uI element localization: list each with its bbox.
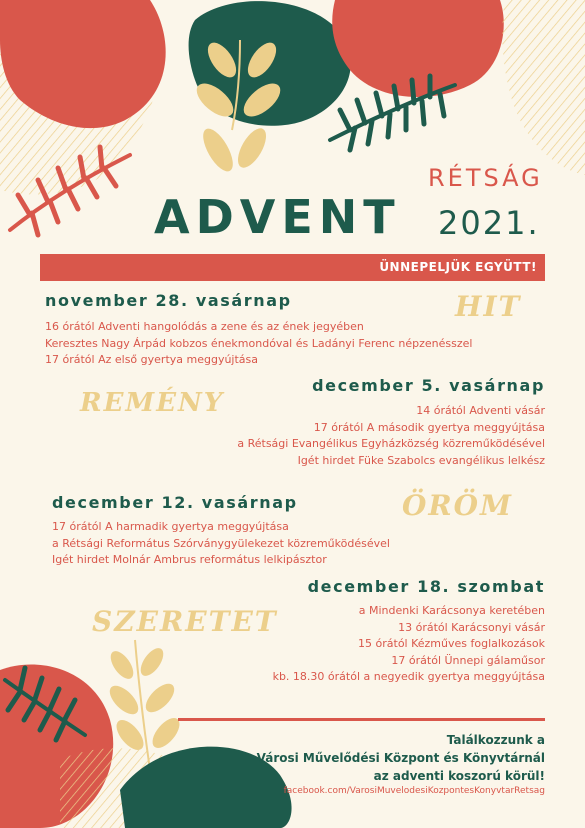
event-line: a Rétsági Evangélikus Egyházközség közreműködésével [237, 437, 545, 450]
event-line: a Mindenki Karácsonya keretében [358, 604, 545, 617]
event-line: 14 órától Adventi vásár [416, 404, 545, 417]
footer-divider [178, 718, 545, 721]
event-dec-18 [273, 577, 545, 686]
event-line: a Rétsági Református Szórványgyülekezet közreműködésével [52, 536, 390, 550]
event-line: 17 órától Az első gyertya meggyújtása [45, 353, 259, 366]
word-szeretet: SZERETET [92, 605, 278, 638]
event-line: Igét hirdet Füke Szabolcs evangélikus lelkész [297, 453, 545, 467]
footer-line: Városi Művelődési Központ és Könyvtárnál [256, 751, 545, 765]
event-date: december 12. vasárnap [52, 493, 298, 512]
event-dec-12 [52, 493, 390, 569]
footer-line: az adventi koszorú körül! [373, 769, 545, 783]
event-line: 17 órától Ünnepi gálaműsor [391, 653, 545, 667]
advent-title: ADVENT [154, 190, 401, 244]
event-date: november 28. vasárnap [45, 291, 292, 310]
event-line: Keresztes Nagy Árpád kobzos énekmondóval és Ladányi Ferenc népzenésszel [45, 336, 473, 350]
banner-text: ÜNNEPELJÜK EGYÜTT! [379, 260, 537, 274]
event-date: december 5. vasárnap [312, 376, 545, 395]
facebook-link[interactable]: facebook.com/VarosiMuvelodesiKozpontesKonyvtarRetsag [283, 786, 545, 796]
year-title: 2021. [438, 204, 540, 242]
event-dec-5 [237, 376, 545, 469]
event-line: 13 órától Karácsonyi vásár [398, 620, 545, 634]
event-line: kb. 18.30 órától a negyedik gyertya meggyújtása [272, 670, 545, 683]
footer-line: Találkozzunk a [446, 733, 545, 747]
word-hit: HIT [455, 290, 522, 323]
striped-blob-top-right [502, 0, 585, 175]
event-line: 17 órától A harmadik gyertya meggyújtása [52, 520, 289, 533]
word-remeny: REMÉNY [80, 388, 225, 418]
event-line: 16 órától Adventi hangolódás a zene és az ének jegyében [45, 320, 364, 333]
town-title: RÉTSÁG [428, 164, 543, 192]
event-date: december 18. szombat [307, 577, 545, 596]
event-line: 15 órától Kézműves foglalkozások [358, 637, 545, 650]
footer-message [257, 731, 545, 785]
event-nov-28 [45, 291, 472, 369]
word-orom: ÖRÖM [402, 489, 514, 522]
event-line: Igét hirdet Molnár Ambrus református lelkipásztor [52, 553, 327, 566]
event-line: 17 órától A második gyertya meggyújtása [313, 420, 545, 434]
banner [40, 254, 545, 281]
coral-blob-top-right [332, 0, 504, 97]
